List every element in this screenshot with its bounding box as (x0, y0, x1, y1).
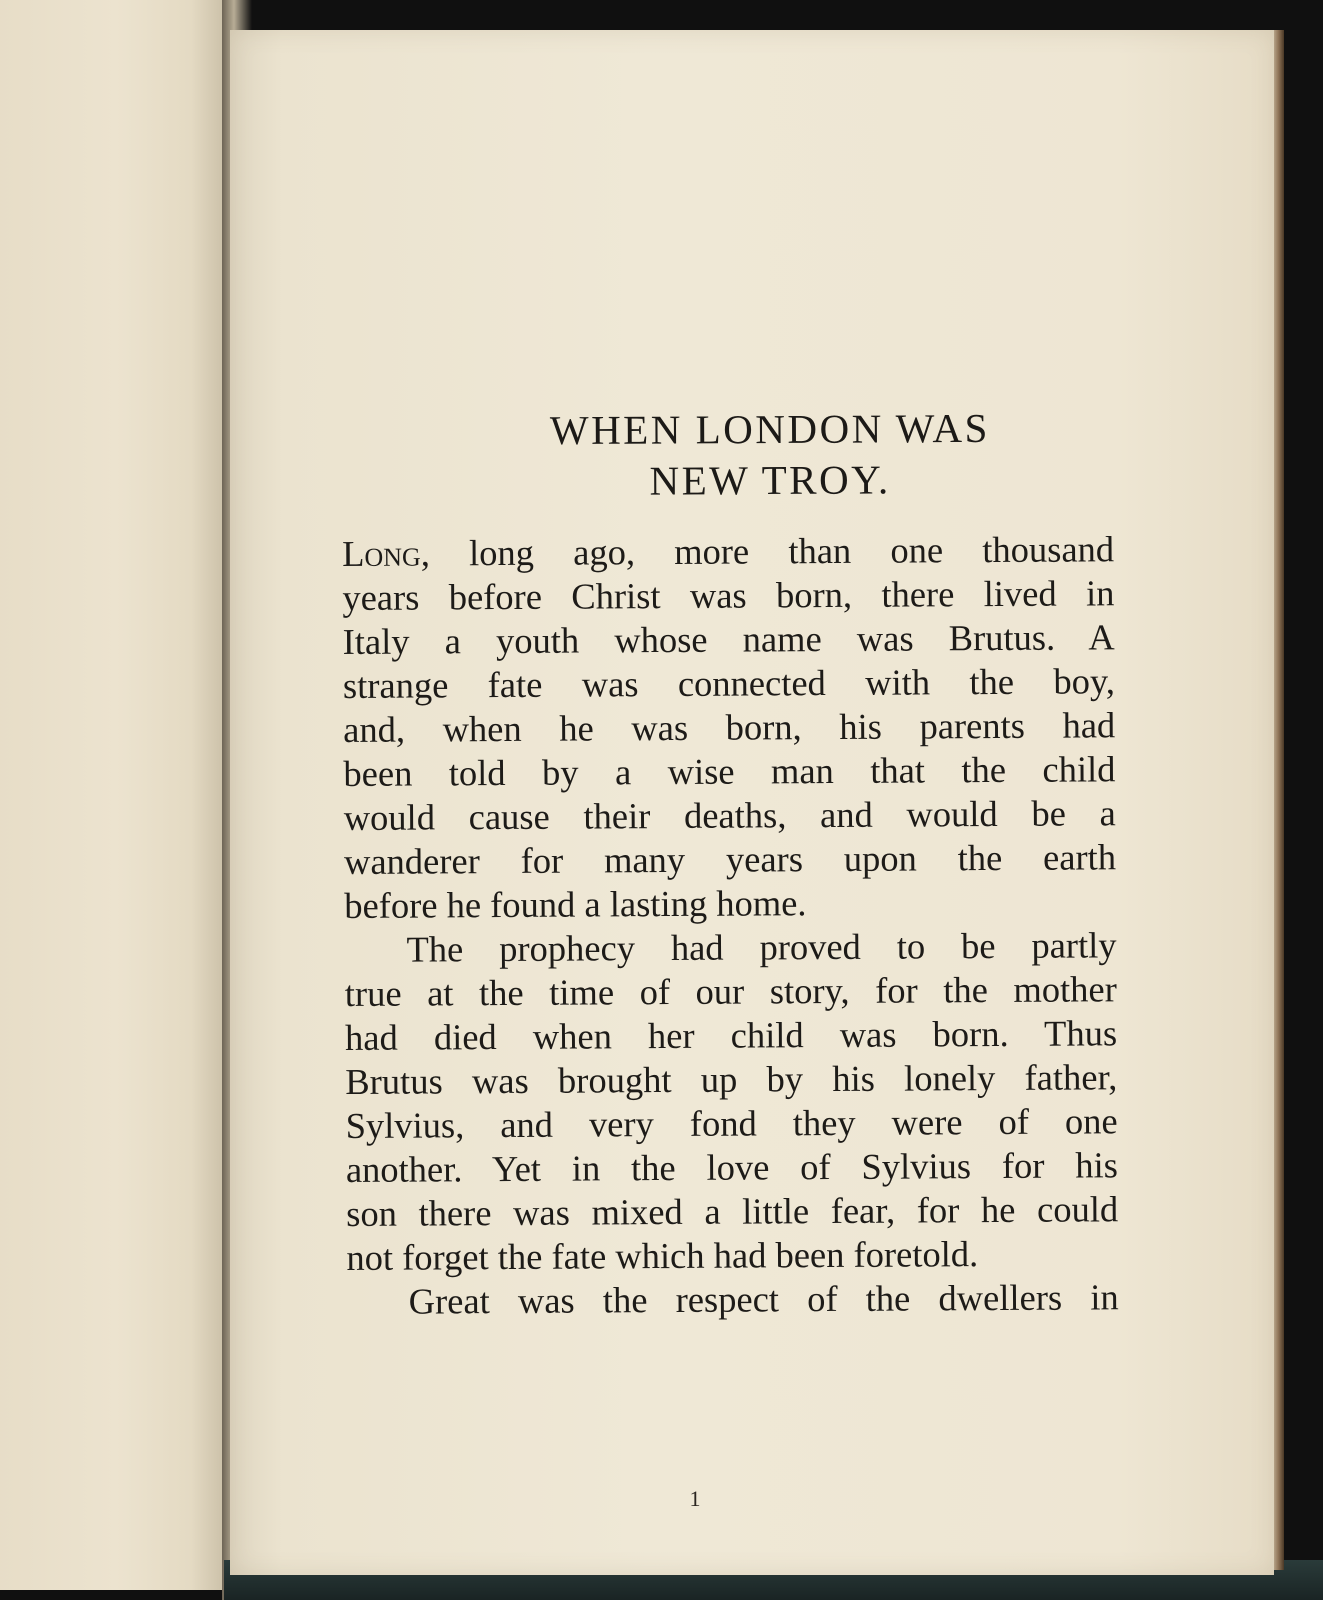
drop-lead-word: Long, (342, 532, 431, 574)
chapter-title-line-1: WHEN LONDON WAS (549, 404, 990, 454)
chapter-title (410, 402, 1131, 508)
text-line: son there was mixed a little fear, for he could (346, 1188, 1119, 1234)
text-line: would cause their deaths, and would be a (343, 792, 1116, 838)
text-line: before he found a lasting home. (344, 882, 807, 926)
right-page (230, 30, 1274, 1575)
text-line: years before Christ was born, there lived in (342, 572, 1115, 618)
text-line: Great was the respect of the dwellers in (408, 1276, 1119, 1322)
text-line: Brutus was brought up by his lonely father, (345, 1056, 1118, 1102)
left-page (0, 0, 230, 1590)
text-line: Sylvius, and very fond they were of one (345, 1100, 1118, 1146)
text-line: Italy a youth whose name was Brutus. A (342, 616, 1115, 662)
body-text (342, 527, 1119, 1324)
text-line: been told by a wise man that the child (343, 748, 1116, 794)
text-line: had died when her child was born. Thus (344, 1012, 1118, 1058)
chapter-title-line-2: NEW TROY. (649, 456, 891, 504)
text-line: and, when he was born, his parents had (343, 704, 1116, 750)
text-line (342, 527, 1114, 576)
text-line: true at the time of our story, for the mother (344, 968, 1117, 1014)
text-line: wanderer for many years upon the earth (343, 836, 1117, 882)
text-line: another. Yet in the love of Sylvius for his (345, 1144, 1119, 1190)
page-number: 1 (689, 1486, 701, 1511)
text-line: strange fate was connected with the boy, (342, 660, 1116, 706)
text-line: The prophecy had proved to be partly (406, 924, 1117, 970)
text-line: not forget the fate which had been foretold. (346, 1233, 979, 1278)
text-line-fragment: long ago, more than one thousand (429, 528, 1115, 574)
